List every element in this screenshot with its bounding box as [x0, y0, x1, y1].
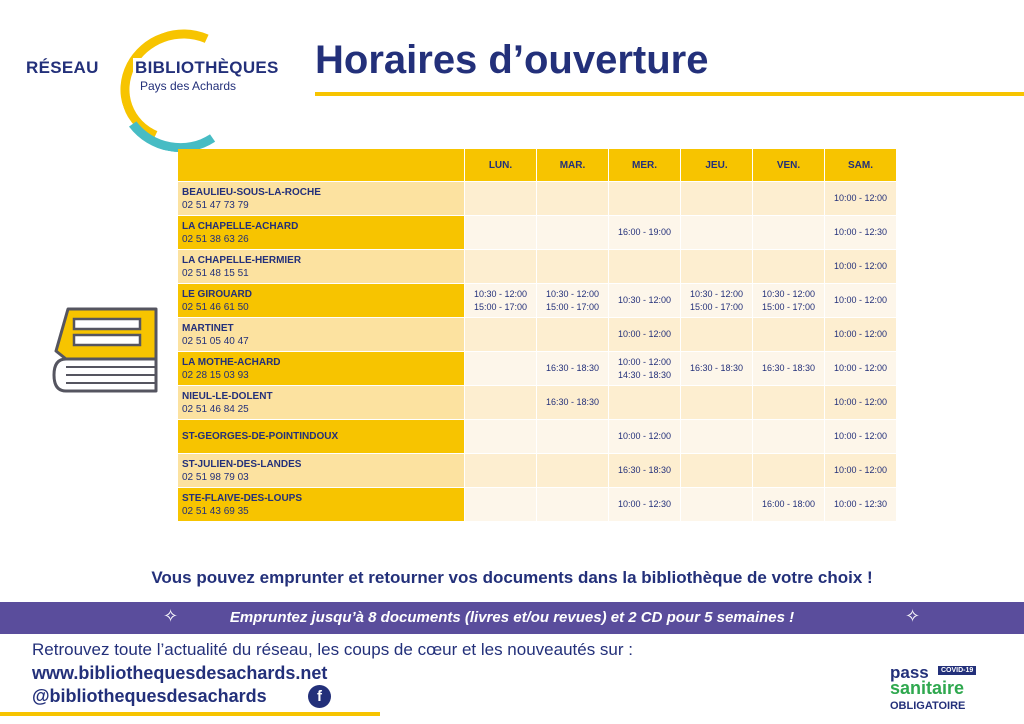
book-icon [48, 305, 164, 397]
header-corner [178, 149, 464, 181]
hours-cell: 16:30 - 18:30 [681, 352, 752, 385]
hours-cell: 10:00 - 12:30 [825, 216, 896, 249]
hours-cell: 10:30 - 12:00 [609, 284, 680, 317]
library-cell [178, 352, 464, 385]
logo-bibliotheques-text: BIBLIOTHÈQUES [135, 58, 279, 77]
logo-pays-text: Pays des Achards [140, 79, 237, 93]
hours-cell: 10:00 - 12:30 [825, 488, 896, 521]
library-phone: 02 51 46 84 25 [182, 403, 249, 415]
hours-cell: 16:30 - 18:30 [537, 386, 608, 419]
table-header-row [178, 149, 896, 181]
hours-cell [537, 250, 608, 283]
hours-cell [753, 420, 824, 453]
hours-cell [537, 318, 608, 351]
choice-note: Vous pouvez emprunter et retourner vos documents dans la bibliothèque de votre choix ! [151, 568, 873, 587]
hours-cell [753, 216, 824, 249]
library-name: ST-GEORGES-DE-POINTINDOUX [182, 431, 339, 442]
loan-banner-text: Empruntez jusqu’à 8 documents (livres et/ou revues) et 2 CD pour 5 semaines ! [229, 609, 795, 626]
hours-cell [465, 454, 536, 487]
library-name: MARTINET [182, 322, 234, 334]
hours-cell [681, 182, 752, 215]
hours-cell [537, 488, 608, 521]
hours-cell: 10:00 - 12:00 [825, 352, 896, 385]
library-phone: 02 51 43 69 35 [182, 505, 249, 517]
sparkle-icon: ✧ [163, 606, 179, 626]
hours-cell [465, 216, 536, 249]
hours-cell [681, 454, 752, 487]
hours-cell: 10:00 - 12:00 [825, 182, 896, 215]
library-cell [178, 318, 464, 351]
website-link[interactable]: www.bibliothequesdesachards.net [32, 663, 328, 683]
sparkle-icon: ✧ [905, 606, 921, 626]
day-header-sat: SAM. [825, 149, 896, 181]
library-cell [178, 488, 464, 521]
sanitaire-text: sanitaire [890, 678, 965, 698]
library-phone: 02 28 15 03 93 [182, 369, 249, 381]
library-cell [178, 386, 464, 419]
hours-cell [681, 488, 752, 521]
hours-cell [537, 182, 608, 215]
hours-cell: 10:00 - 12:00 [825, 250, 896, 283]
hours-cell: 16:30 - 18:30 [609, 454, 680, 487]
hours-cell: 10:00 - 12:00 14:30 - 18:30 [609, 352, 680, 385]
library-phone: 02 51 47 73 79 [182, 199, 249, 211]
social-handle[interactable]: @bibliothequesdesachards [32, 686, 267, 706]
library-name: LA CHAPELLE-HERMIER [182, 254, 302, 266]
hours-cell: 10:00 - 12:00 [825, 454, 896, 487]
library-name: LE GIROUARD [182, 288, 252, 300]
hours-cell [537, 216, 608, 249]
hours-cell [753, 182, 824, 215]
footer-intro: Retrouvez toute l’actualité du réseau, les coups de cœur et les nouveautés sur : [32, 640, 633, 659]
library-cell [178, 216, 464, 249]
library-phone: 02 51 46 61 50 [182, 301, 249, 313]
hours-cell [681, 250, 752, 283]
hours-cell: 10:30 - 12:00 15:00 - 17:00 [465, 284, 536, 317]
logo-reseau-text: RÉSEAU [26, 58, 99, 77]
library-cell [178, 284, 464, 317]
hours-cell [465, 386, 536, 419]
library-name: LA CHAPELLE-ACHARD [182, 220, 299, 232]
hours-cell: 10:00 - 12:00 [825, 318, 896, 351]
hours-cell [753, 386, 824, 419]
table-row [178, 352, 896, 385]
hours-cell [609, 250, 680, 283]
library-phone: 02 51 48 15 51 [182, 267, 249, 279]
hours-cell: 10:30 - 12:00 15:00 - 17:00 [537, 284, 608, 317]
hours-cell [681, 420, 752, 453]
obligatoire-text: OBLIGATOIRE [890, 700, 966, 712]
library-phone: 02 51 98 79 03 [182, 471, 249, 483]
library-name: NIEUL-LE-DOLENT [182, 390, 273, 402]
hours-cell [609, 386, 680, 419]
hours-cell [753, 250, 824, 283]
opening-hours-table [177, 148, 897, 522]
hours-cell [465, 182, 536, 215]
hours-cell [465, 352, 536, 385]
day-header-fri: VEN. [753, 149, 824, 181]
hours-cell [609, 182, 680, 215]
hours-cell [753, 318, 824, 351]
hours-cell [465, 488, 536, 521]
library-name: LA MOTHE-ACHARD [182, 356, 281, 368]
hours-cell: 10:30 - 12:00 15:00 - 17:00 [753, 284, 824, 317]
facebook-icon[interactable]: f [308, 685, 331, 708]
network-logo [20, 28, 300, 133]
hours-cell [753, 454, 824, 487]
day-header-tue: MAR. [537, 149, 608, 181]
title-underline [315, 92, 1024, 96]
library-cell [178, 420, 464, 453]
library-name: ST-JULIEN-DES-LANDES [182, 458, 302, 470]
hours-cell: 16:00 - 18:00 [753, 488, 824, 521]
table-row [178, 182, 896, 215]
hours-cell [681, 318, 752, 351]
day-header-wed: MER. [609, 149, 680, 181]
hours-cell: 16:00 - 19:00 [609, 216, 680, 249]
table-row [178, 318, 896, 351]
hours-cell [681, 386, 752, 419]
hours-cell: 10:00 - 12:00 [825, 420, 896, 453]
hours-cell: 10:30 - 12:00 15:00 - 17:00 [681, 284, 752, 317]
table-row [178, 488, 896, 521]
hours-cell: 10:00 - 12:00 [609, 318, 680, 351]
covid-tag: COVID-19 [938, 666, 976, 675]
hours-cell: 10:00 - 12:00 [609, 420, 680, 453]
hours-cell: 10:00 - 12:00 [825, 284, 896, 317]
hours-cell [465, 250, 536, 283]
page-title: Horaires d’ouverture [315, 38, 709, 82]
library-name: BEAULIEU-SOUS-LA-ROCHE [182, 186, 321, 198]
hours-cell [465, 420, 536, 453]
table-row [178, 454, 896, 487]
table-row [178, 386, 896, 419]
table-row [178, 284, 896, 317]
hours-cell: 16:30 - 18:30 [537, 352, 608, 385]
table-row [178, 420, 896, 453]
library-cell [178, 182, 464, 215]
hours-cell [465, 318, 536, 351]
hours-cell: 16:30 - 18:30 [753, 352, 824, 385]
table-row [178, 250, 896, 283]
library-cell [178, 454, 464, 487]
table-body [178, 182, 896, 521]
hours-cell: 10:00 - 12:00 [825, 386, 896, 419]
day-header-thu: JEU. [681, 149, 752, 181]
table-row [178, 216, 896, 249]
library-name: STE-FLAIVE-DES-LOUPS [182, 492, 303, 504]
library-cell [178, 250, 464, 283]
library-phone: 02 51 05 40 47 [182, 335, 249, 347]
hours-cell [537, 454, 608, 487]
pass-text: pass [890, 663, 929, 682]
hours-cell [681, 216, 752, 249]
hours-cell: 10:00 - 12:30 [609, 488, 680, 521]
hours-cell [537, 420, 608, 453]
footer-underline [0, 712, 380, 716]
library-phone: 02 51 38 63 26 [182, 233, 249, 245]
pass-sanitaire-badge [890, 663, 1000, 719]
day-header-mon: LUN. [465, 149, 536, 181]
